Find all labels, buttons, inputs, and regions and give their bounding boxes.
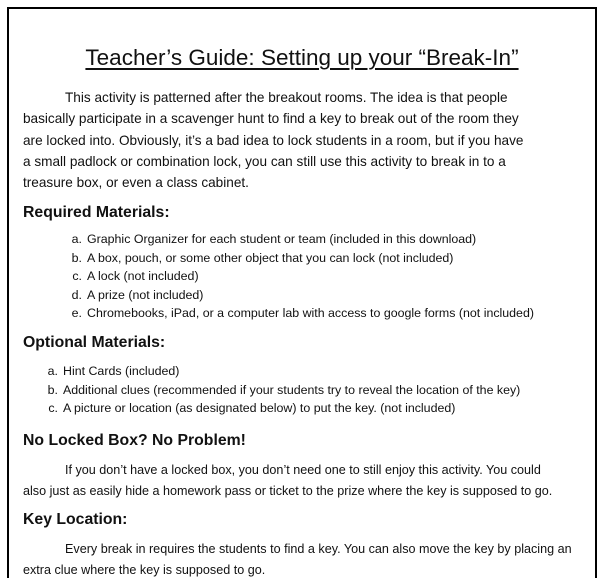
no-locked-box-paragraph xyxy=(23,460,597,501)
list-item xyxy=(63,249,534,268)
page-title: Teacher’s Guide: Setting up your “Break-In” xyxy=(85,45,519,70)
list-item xyxy=(63,267,534,286)
list-letter: c. xyxy=(48,401,58,416)
paragraph-line: extra clue where the key is supposed to go. xyxy=(23,562,266,577)
document-page xyxy=(7,7,597,578)
list-item-text: Chromebooks, iPad, or a computer lab with access to google forms (not included) xyxy=(87,306,534,321)
list-item-text: A prize (not included) xyxy=(87,287,204,302)
list-item xyxy=(63,286,534,305)
optional-materials-list xyxy=(39,362,520,418)
intro-line: treasure box, or even a class cabinet. xyxy=(23,175,249,191)
intro-line: basically participate in a scavenger hunt to find a key to break out of the room they xyxy=(23,111,519,127)
list-item-text: Graphic Organizer for each student or team (included in this download) xyxy=(87,232,477,246)
optional-materials-heading: Optional Materials: xyxy=(23,334,166,351)
paragraph-line: If you don’t have a locked box, you don’t need one to still enjoy this activity. You could xyxy=(65,463,541,477)
required-materials-list xyxy=(63,230,534,323)
list-item-text: A picture or location (as designated below) to put the key. (not included) xyxy=(63,401,456,416)
list-item xyxy=(63,230,534,249)
list-letter: c. xyxy=(72,269,82,284)
intro-line: are locked into. Obviously, it’s a bad idea to lock students in a room, but if you have xyxy=(23,132,524,148)
intro-line: a small padlock or combination lock, you can still use this activity to break in to a xyxy=(23,153,506,169)
intro-line: This activity is patterned after the breakout rooms. The idea is that people xyxy=(65,90,508,105)
key-location-paragraph xyxy=(23,539,597,578)
list-item xyxy=(39,381,520,400)
list-item-text: Additional clues (recommended if your students try to reveal the location of the key) xyxy=(63,382,521,397)
list-item-text: Hint Cards (included) xyxy=(63,364,180,378)
intro-paragraph xyxy=(23,87,597,193)
no-locked-box-heading: No Locked Box? No Problem! xyxy=(23,432,246,449)
list-item-text: A box, pouch, or some other object that you can lock (not included) xyxy=(87,250,454,265)
paragraph-line: also just as easily hide a homework pass or ticket to the prize where the key is supposed to go. xyxy=(23,483,553,498)
required-materials-heading: Required Materials: xyxy=(23,204,170,221)
list-item xyxy=(39,362,520,381)
list-item xyxy=(63,304,534,323)
list-letter: b. xyxy=(47,382,58,397)
list-letter: b. xyxy=(71,250,82,265)
list-item-text: A lock (not included) xyxy=(87,269,199,284)
list-letter: e. xyxy=(71,306,82,321)
list-item xyxy=(39,399,520,418)
key-location-heading: Key Location: xyxy=(23,511,128,528)
paragraph-line: Every break in requires the students to find a key. You can also move the key by placing an xyxy=(65,542,572,556)
list-letter: a. xyxy=(71,232,82,246)
list-letter: a. xyxy=(47,364,58,378)
list-letter: d. xyxy=(71,287,82,302)
